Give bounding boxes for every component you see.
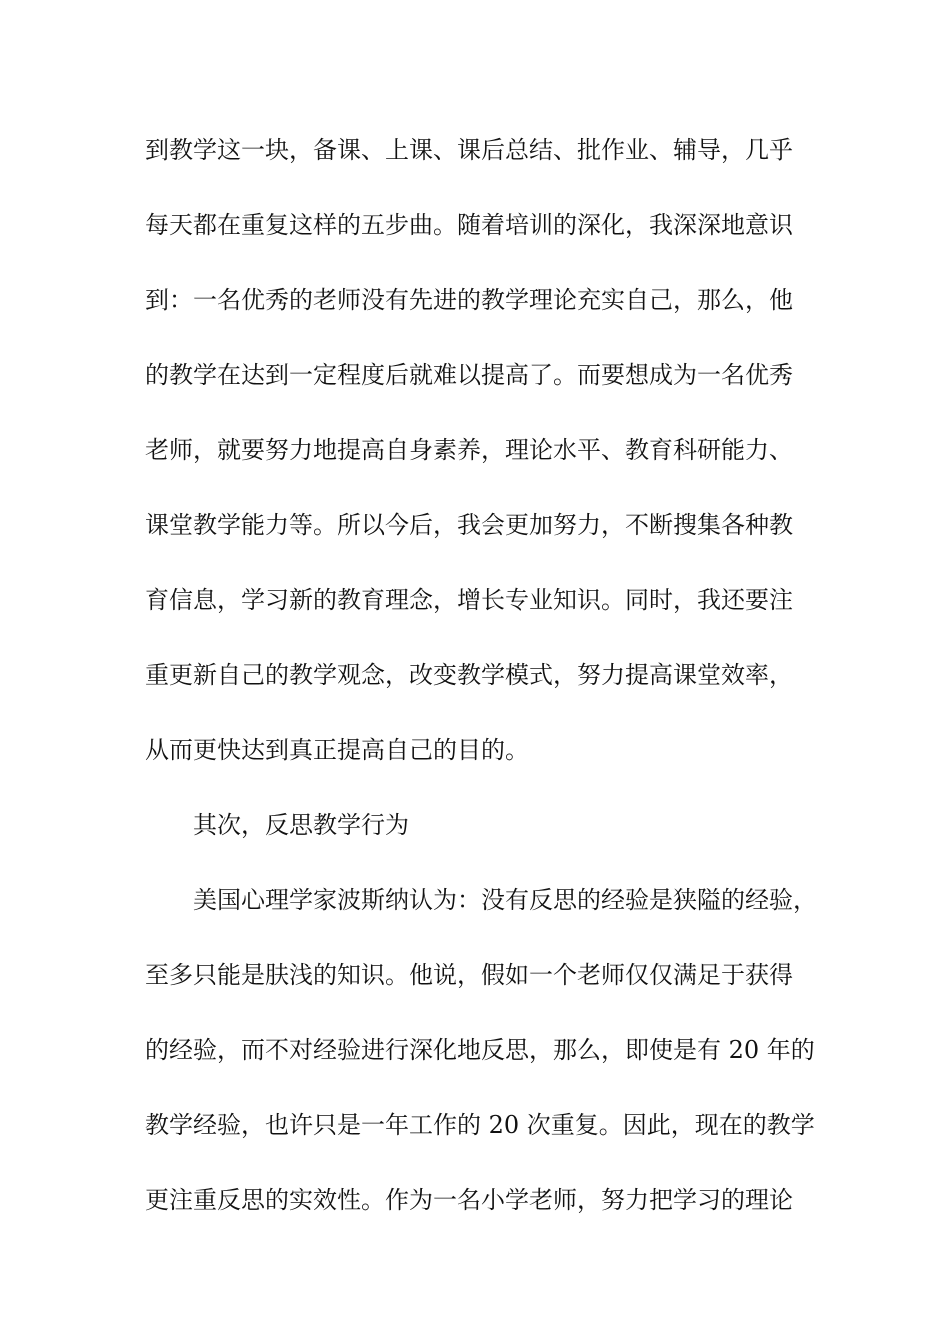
section-heading: 其次，反思教学行为 — [193, 811, 409, 839]
paragraph-line: 更注重反思的实效性。作为一名小学老师，努力把学习的理论 — [145, 1186, 793, 1214]
paragraph-line: 教学经验，也许只是一年工作的 20 次重复。因此，现在的教学 — [145, 1111, 815, 1139]
paragraph-line: 到：一名优秀的老师没有先进的教学理论充实自己，那么，他 — [145, 286, 793, 314]
paragraph-line: 从而更快达到真正提高自己的目的。 — [145, 736, 529, 764]
paragraph-line: 到教学这一块，备课、上课、课后总结、批作业、辅导，几乎 — [145, 136, 793, 164]
paragraph-line: 重更新自己的教学观念，改变教学模式，努力提高课堂效率， — [145, 661, 793, 689]
paragraph-line: 老师，就要努力地提高自身素养，理论水平、教育科研能力、 — [145, 436, 793, 464]
paragraph-line: 育信息，学习新的教育理念，增长专业知识。同时，我还要注 — [145, 586, 793, 614]
paragraph-line: 至多只能是肤浅的知识。他说，假如一个老师仅仅满足于获得 — [145, 961, 793, 989]
paragraph-line: 美国心理学家波斯纳认为：没有反思的经验是狭隘的经验， — [193, 886, 817, 914]
paragraph-line: 的经验，而不对经验进行深化地反思，那么，即使是有 20 年的 — [145, 1036, 815, 1064]
paragraph-line: 每天都在重复这样的五步曲。随着培训的深化，我深深地意识 — [145, 211, 793, 239]
paragraph-line: 的教学在达到一定程度后就难以提高了。而要想成为一名优秀 — [145, 361, 793, 389]
paragraph-line: 课堂教学能力等。所以今后，我会更加努力，不断搜集各种教 — [145, 511, 793, 539]
